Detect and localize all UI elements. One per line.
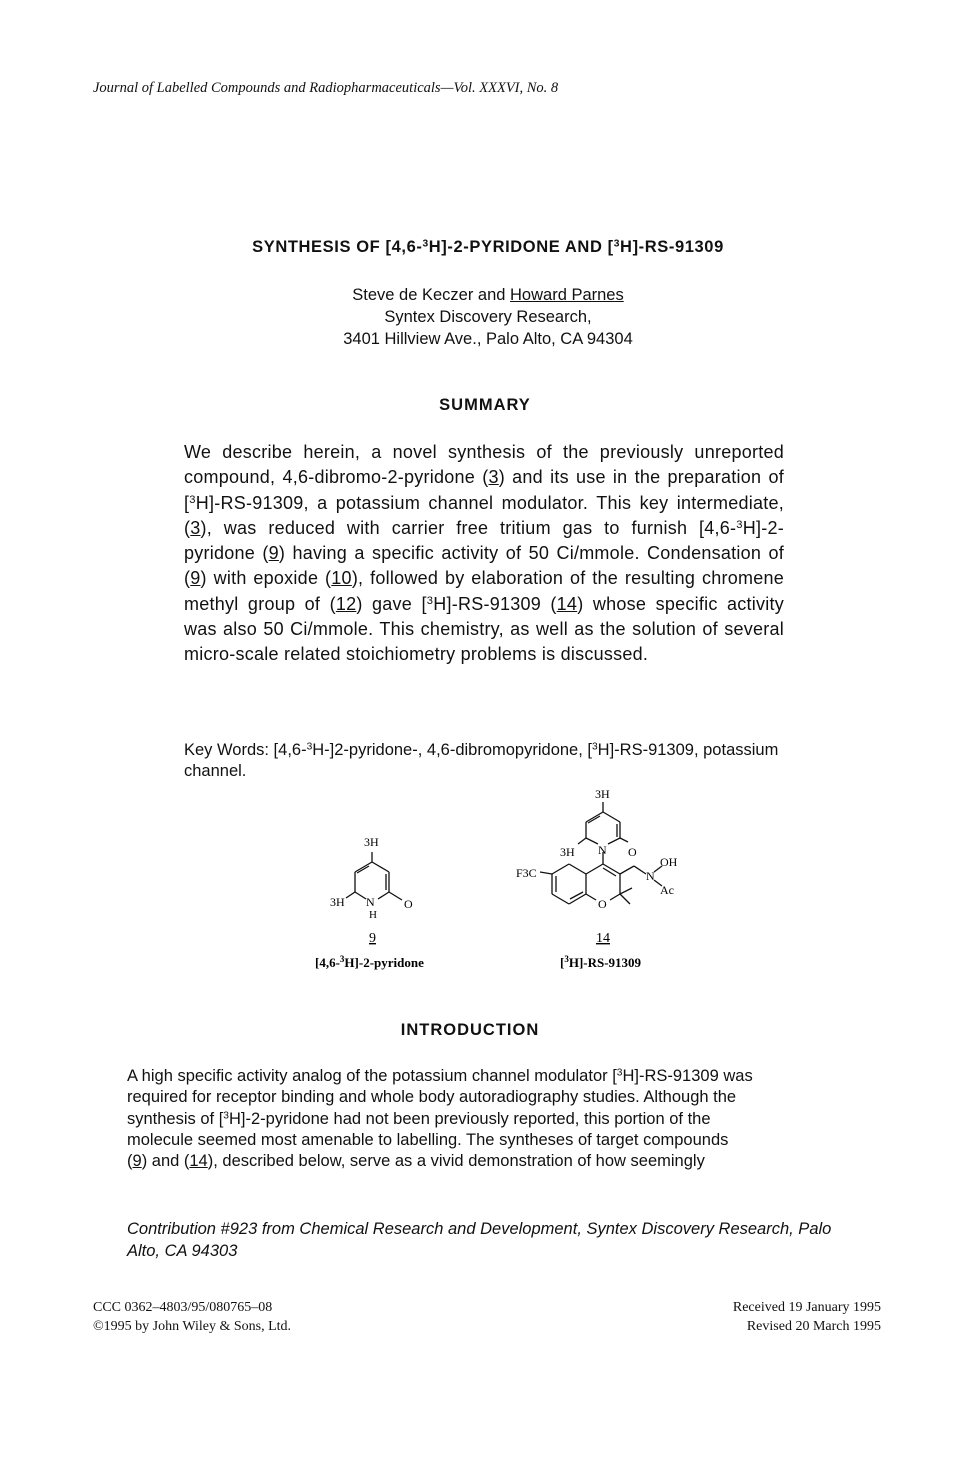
journal-header: Journal of Labelled Compounds and Radiopharmaceuticals—Vol. XXXVI, No. 8 — [93, 80, 559, 96]
trifluoromethyl-label: F3C — [516, 866, 537, 880]
hydroxyl-label: OH — [660, 855, 678, 869]
address: 3401 Hillview Ave., Palo Alto, CA 94304 — [343, 330, 633, 348]
compound-ref: 10 — [331, 568, 352, 589]
introduction-text — [127, 1066, 872, 1172]
dates-block — [733, 1298, 881, 1336]
copyright-block — [93, 1298, 291, 1336]
compound-ref: 9 — [268, 543, 279, 564]
contribution-note: Contribution #923 from Chemical Research and Development, Syntex Discovery Research, Palo Alto, CA 94303 — [127, 1220, 832, 1260]
revised-date: Revised 20 March 1995 — [746, 1319, 881, 1334]
intro-line: (9) and (14), described below, serve as a vivid demonstration of how seemingly — [127, 1152, 705, 1171]
compound-ref: 9 — [132, 1152, 142, 1171]
hydrogen-label: H — [369, 909, 377, 921]
intro-line: A high specific activity analog of the potassium channel modulator [$^3$H]-RS-91309 was — [127, 1067, 753, 1085]
paper-title — [0, 238, 976, 257]
oxygen-label: O — [628, 845, 637, 859]
summary-text: We describe herein, a novel synthesis of the previously unreported compound, 4,6-dibromo-2-pyridone (3) and its use in the preparation of [$^3$H]-RS-91309, a potassium channel modulator. This key intermediate, (3), was reduced with carrier free tritium gas to furnish [4,6-$^3$H]-2-pyridone (9) having a specific activity of 50 Ci/mmole. Condensation of (9) with epoxide (10), followed by elaboration of the resulting chromene methyl group of (12) gave [$^3$H]-RS-91309 (14) whose specific activity was also 50 Ci/mmole. This chemistry, as well as the solution of several micro-scale related stoichiometry problems is discussed. — [184, 442, 785, 665]
received-date: Received 19 January 1995 — [732, 1300, 881, 1315]
oxygen-label: O — [404, 897, 413, 911]
intro-line: required for receptor binding and whole body autoradiography studies. Although the — [127, 1088, 737, 1107]
compound-ref: 3 — [488, 467, 499, 488]
corresponding-author: Howard Parnes — [510, 286, 624, 304]
affiliation: Syntex Discovery Research, — [384, 308, 592, 326]
compound-9-name: [4,6-$^3$H]-2-pyridone — [315, 954, 424, 970]
title-sup: 3 — [613, 238, 621, 250]
tritium-label: 3H — [364, 835, 379, 849]
side-chain-nitrogen-label: N — [646, 869, 655, 883]
compound-9-structure — [346, 852, 402, 900]
summary-heading: SUMMARY — [439, 396, 531, 414]
compound-ref: 3 — [190, 517, 201, 538]
intro-line: synthesis of [$^3$H]-2-pyridone had not been previously reported, this portion of the — [127, 1109, 711, 1128]
author-block — [0, 284, 976, 350]
acetyl-label: Ac — [660, 883, 674, 897]
title-text: H]-RS-91309 — [620, 238, 724, 256]
ring-oxygen-label: O — [598, 897, 607, 911]
compound-ref: 12 — [335, 593, 357, 614]
author-name: Steve de Keczer and — [352, 286, 511, 304]
nitrogen-label: N — [598, 843, 607, 857]
introduction-heading: INTRODUCTION — [400, 1021, 540, 1039]
nitrogen-label: N — [366, 895, 375, 909]
title-text: SYNTHESIS OF [4,6- — [252, 238, 423, 256]
compound-ref: 14 — [556, 593, 578, 614]
compound-ref: 14 — [189, 1152, 208, 1171]
chemical-structures-figure — [300, 780, 700, 980]
compound-14-name: [$^3$H]-RS-91309 — [560, 954, 642, 970]
intro-line: molecule seemed most amenable to labelling. The syntheses of target compounds — [127, 1130, 729, 1149]
tritium-label: 3H — [595, 787, 610, 801]
author-names — [0, 284, 976, 306]
tritium-label: 3H — [330, 895, 345, 909]
tritium-label: 3H — [560, 845, 575, 859]
compound-9-number: 9 — [369, 931, 376, 946]
copyright-line: ©1995 by John Wiley & Sons, Ltd. — [93, 1319, 292, 1334]
compound-14-number: 14 — [596, 931, 610, 946]
compound-ref: 9 — [190, 568, 201, 589]
ccc-code: CCC 0362–4803/95/080765–08 — [93, 1300, 273, 1315]
key-words: Key Words: [4,6-$^3$H-]2-pyridone-, 4,6-dibromopyridone, [$^3$H]-RS-91309, potassium channel. — [184, 741, 779, 780]
title-sup: 3 — [422, 238, 429, 250]
title-text: H]-2-PYRIDONE AND [ — [428, 238, 614, 256]
